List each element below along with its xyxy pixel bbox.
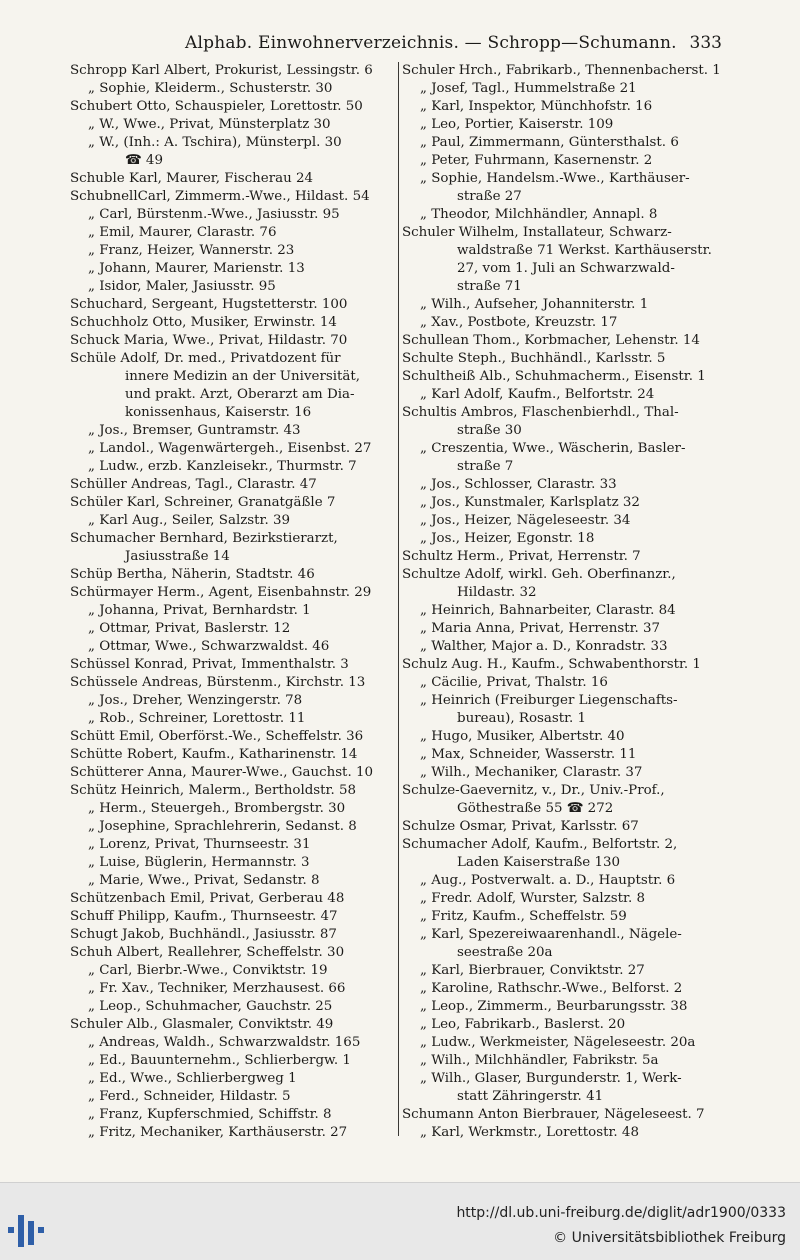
directory-entry: „ Wilh., Glaser, Burgunderstr. 1, Werk- xyxy=(420,1071,682,1086)
directory-entry: seestraße 20a xyxy=(457,945,553,960)
directory-entry: „ Peter, Fuhrmann, Kasernenstr. 2 xyxy=(420,153,653,168)
viewer-footer xyxy=(0,1182,800,1260)
directory-entry: „ Xav., Postbote, Kreuzstr. 17 xyxy=(420,315,618,330)
directory-entry: statt Zähringerstr. 41 xyxy=(457,1089,604,1104)
directory-entry: „ Josephine, Sprachlehrerin, Sedanst. 8 xyxy=(88,819,357,834)
directory-entry: „ W., Wwe., Privat, Münsterplatz 30 xyxy=(88,117,331,132)
directory-entry: Schumann Anton Bierbrauer, Nägeleseest. 7 xyxy=(402,1107,705,1122)
directory-entry: „ Rob., Schreiner, Lorettostr. 11 xyxy=(88,711,306,726)
directory-entry: „ Wilh., Aufseher, Johanniterstr. 1 xyxy=(420,297,649,312)
page-title: Alphab. Einwohnerverzeichnis. — Schropp—Schumann. xyxy=(185,33,677,53)
directory-entry: SchubnellCarl, Zimmerm.-Wwe., Hildast. 54 xyxy=(70,189,370,204)
directory-entry: Schüssele Andreas, Bürstenm., Kirchstr. 13 xyxy=(70,675,366,690)
directory-entry: konissenhaus, Kaiserstr. 16 xyxy=(125,405,312,420)
directory-entry: straße 71 xyxy=(457,279,522,294)
directory-entry: „ Aug., Postverwalt. a. D., Hauptstr. 6 xyxy=(420,873,676,888)
directory-entry: Jasiusstraße 14 xyxy=(125,549,230,564)
directory-entry: „ Jos., Heizer, Egonstr. 18 xyxy=(420,531,595,546)
directory-entry: „ Isidor, Maler, Jasiusstr. 95 xyxy=(88,279,276,294)
directory-entry: Schütz Heinrich, Malerm., Bertholdstr. 58 xyxy=(70,783,357,798)
directory-entry: „ Fritz, Mechaniker, Karthäuserstr. 27 xyxy=(88,1125,348,1140)
directory-entry: „ Hugo, Musiker, Albertstr. 40 xyxy=(420,729,625,744)
directory-entry: Hildastr. 32 xyxy=(457,585,537,600)
directory-entry: „ Wilh., Mechaniker, Clarastr. 37 xyxy=(420,765,643,780)
directory-entry: „ Karl Aug., Seiler, Salzstr. 39 xyxy=(88,513,291,528)
directory-entry: „ Leop., Zimmerm., Beurbarungsstr. 38 xyxy=(420,999,688,1014)
directory-entry: Schütte Robert, Kaufm., Katharinenstr. 14 xyxy=(70,747,358,762)
directory-entry: Schüler Karl, Schreiner, Granatgäßle 7 xyxy=(70,495,336,510)
directory-entry: „ Karl, Inspektor, Münchhofstr. 16 xyxy=(420,99,653,114)
directory-entry: bureau), Rosastr. 1 xyxy=(457,711,587,726)
directory-entry: Schuck Maria, Wwe., Privat, Hildastr. 70 xyxy=(70,333,348,348)
directory-entry: „ Maria Anna, Privat, Herrenstr. 37 xyxy=(420,621,661,636)
directory-entry: Schulze Osmar, Privat, Karlsstr. 67 xyxy=(402,819,639,834)
directory-entry: Schultis Ambros, Flaschenbierhdl., Thal- xyxy=(402,405,679,420)
column-divider xyxy=(398,62,399,1136)
directory-entry: „ Landol., Wagenwärtergeh., Eisenbst. 27 xyxy=(88,441,372,456)
directory-entry: Schulz Aug. H., Kaufm., Schwabenthorstr. 1 xyxy=(402,657,701,672)
directory-entry: „ Marie, Wwe., Privat, Sedanstr. 8 xyxy=(88,873,320,888)
directory-entry: Laden Kaiserstraße 130 xyxy=(457,855,621,870)
directory-entry: Schultz Herm., Privat, Herrenstr. 7 xyxy=(402,549,641,564)
right-column xyxy=(402,62,722,1142)
directory-entry: „ Sophie, Handelsm.-Wwe., Karthäuser- xyxy=(420,171,690,186)
directory-entry: straße 27 xyxy=(457,189,522,204)
directory-entry: „ Jos., Bremser, Guntramstr. 43 xyxy=(88,423,301,438)
directory-entry: „ Karoline, Rathschr.-Wwe., Belforst. 2 xyxy=(420,981,683,996)
directory-entry: „ Jos., Kunstmaler, Karlsplatz 32 xyxy=(420,495,640,510)
directory-entry: Schüssel Konrad, Privat, Immenthalstr. 3 xyxy=(70,657,349,672)
directory-entry: „ Heinrich (Freiburger Liegenschafts- xyxy=(420,693,678,708)
directory-entry: Schütterer Anna, Maurer-Wwe., Gauchst. 10 xyxy=(70,765,373,780)
directory-entry: innere Medizin an der Universität, xyxy=(125,369,361,384)
directory-entry: „ Walther, Major a. D., Konradstr. 33 xyxy=(420,639,668,654)
copyright-notice: © Universitätsbibliothek Freiburg xyxy=(553,1230,786,1246)
directory-entry: „ Max, Schneider, Wasserstr. 11 xyxy=(420,747,637,762)
directory-entry: Schropp Karl Albert, Prokurist, Lessingstr. 6 xyxy=(70,63,373,78)
directory-entry: Schumacher Bernhard, Bezirkstierarzt, xyxy=(70,531,338,546)
directory-entry: „ Jos., Schlosser, Clarastr. 33 xyxy=(420,477,617,492)
directory-entry: Schubert Otto, Schauspieler, Lorettostr. 50 xyxy=(70,99,363,114)
directory-entry: „ Ludw., erzb. Kanzleisekr., Thurmstr. 7 xyxy=(88,459,357,474)
directory-entry: und prakt. Arzt, Oberarzt am Dia- xyxy=(125,387,355,402)
directory-entry: Schulte Steph., Buchhändl., Karlsstr. 5 xyxy=(402,351,666,366)
directory-entry: Göthestraße 55 ☎ 272 xyxy=(457,801,614,816)
directory-entry: Schützenbach Emil, Privat, Gerberau 48 xyxy=(70,891,345,906)
directory-entry: „ Leo, Fabrikarb., Baslerst. 20 xyxy=(420,1017,626,1032)
directory-entry: „ Theodor, Milchhändler, Annapl. 8 xyxy=(420,207,658,222)
directory-entry: straße 30 xyxy=(457,423,522,438)
directory-entry: straße 7 xyxy=(457,459,514,474)
directory-entry: Schuh Albert, Reallehrer, Scheffelstr. 30 xyxy=(70,945,345,960)
directory-entry: „ Fredr. Adolf, Wurster, Salzstr. 8 xyxy=(420,891,645,906)
directory-entry: „ Ferd., Schneider, Hildastr. 5 xyxy=(88,1089,291,1104)
directory-entry: „ Ottmar, Privat, Baslerstr. 12 xyxy=(88,621,291,636)
directory-entry: „ Josef, Tagl., Hummelstraße 21 xyxy=(420,81,637,96)
directory-entry: Schuler Wilhelm, Installateur, Schwarz- xyxy=(402,225,672,240)
directory-entry: Schüp Bertha, Näherin, Stadtstr. 46 xyxy=(70,567,315,582)
directory-entry: „ Creszentia, Wwe., Wäscherin, Basler- xyxy=(420,441,686,456)
directory-entry: Schultheiß Alb., Schuhmacherm., Eisenstr. 1 xyxy=(402,369,706,384)
directory-entry: „ Leop., Schuhmacher, Gauchstr. 25 xyxy=(88,999,333,1014)
directory-entry: „ Andreas, Waldh., Schwarzwaldstr. 165 xyxy=(88,1035,361,1050)
directory-entry: „ Cäcilie, Privat, Thalstr. 16 xyxy=(420,675,608,690)
left-column xyxy=(70,62,395,1142)
directory-entry: „ Ottmar, Wwe., Schwarzwaldst. 46 xyxy=(88,639,330,654)
directory-entry: „ Karl, Werkmstr., Lorettostr. 48 xyxy=(420,1125,639,1140)
directory-entry: „ Fr. Xav., Techniker, Merzhausest. 66 xyxy=(88,981,346,996)
directory-entry: Schuff Philipp, Kaufm., Thurnseestr. 47 xyxy=(70,909,338,924)
directory-entry: „ Fritz, Kaufm., Scheffelstr. 59 xyxy=(420,909,627,924)
source-url-link[interactable]: http://dl.ub.uni-freiburg.de/diglit/adr1900/0333 xyxy=(456,1205,786,1221)
directory-entry: Schuchholz Otto, Musiker, Erwinstr. 14 xyxy=(70,315,337,330)
directory-entry: „ Sophie, Kleiderm., Schusterstr. 30 xyxy=(88,81,333,96)
directory-entry: Schütt Emil, Oberförst.-We., Scheffelstr. 36 xyxy=(70,729,364,744)
directory-entry: „ Lorenz, Privat, Thurnseestr. 31 xyxy=(88,837,311,852)
university-logo-icon xyxy=(6,1211,48,1251)
directory-entry: Schuchard, Sergeant, Hugstetterstr. 100 xyxy=(70,297,348,312)
directory-entry: „ Luise, Büglerin, Hermannstr. 3 xyxy=(88,855,310,870)
directory-entry: „ Carl, Bierbr.-Wwe., Conviktstr. 19 xyxy=(88,963,328,978)
directory-entry: „ Wilh., Milchhändler, Fabrikstr. 5a xyxy=(420,1053,659,1068)
directory-entry: 27, vom 1. Juli an Schwarzwald- xyxy=(457,261,675,276)
directory-entry: „ Jos., Heizer, Nägeleseestr. 34 xyxy=(420,513,631,528)
directory-entry: „ Paul, Zimmermann, Güntersthalst. 6 xyxy=(420,135,679,150)
directory-entry: Schumacher Adolf, Kaufm., Belfortstr. 2, xyxy=(402,837,678,852)
directory-entry: ☎ 49 xyxy=(125,153,163,168)
directory-entry: Schüller Andreas, Tagl., Clarastr. 47 xyxy=(70,477,317,492)
directory-entry: „ Ludw., Werkmeister, Nägeleseestr. 20a xyxy=(420,1035,696,1050)
directory-entry: „ Karl, Bierbrauer, Conviktstr. 27 xyxy=(420,963,645,978)
page-header xyxy=(70,33,722,57)
directory-entry: „ Heinrich, Bahnarbeiter, Clarastr. 84 xyxy=(420,603,676,618)
directory-entry: „ W., (Inh.: A. Tschira), Münsterpl. 30 xyxy=(88,135,342,150)
directory-entry: „ Karl Adolf, Kaufm., Belfortstr. 24 xyxy=(420,387,655,402)
directory-entry: „ Leo, Portier, Kaiserstr. 109 xyxy=(420,117,614,132)
directory-entry: Schugt Jakob, Buchhändl., Jasiusstr. 87 xyxy=(70,927,337,942)
directory-entry: Schuler Alb., Glasmaler, Conviktstr. 49 xyxy=(70,1017,334,1032)
directory-entry: „ Herm., Steuergeh., Brombergstr. 30 xyxy=(88,801,346,816)
directory-entry: Schüle Adolf, Dr. med., Privatdozent für xyxy=(70,351,341,366)
directory-entry: „ Franz, Heizer, Wannerstr. 23 xyxy=(88,243,295,258)
directory-entry: „ Ed., Wwe., Schlierbergweg 1 xyxy=(88,1071,297,1086)
directory-entry: „ Johanna, Privat, Bernhardstr. 1 xyxy=(88,603,311,618)
directory-entry: „ Carl, Bürstenm.-Wwe., Jasiusstr. 95 xyxy=(88,207,340,222)
directory-entry: „ Jos., Dreher, Wenzingerstr. 78 xyxy=(88,693,303,708)
page-number: 333 xyxy=(689,33,722,53)
directory-entry: „ Ed., Bauunternehm., Schlierbergw. 1 xyxy=(88,1053,351,1068)
directory-entry: Schuble Karl, Maurer, Fischerau 24 xyxy=(70,171,314,186)
directory-entry: Schulze-Gaevernitz, v., Dr., Univ.-Prof., xyxy=(402,783,665,798)
directory-entry: „ Emil, Maurer, Clarastr. 76 xyxy=(88,225,277,240)
directory-entry: Schürmayer Herm., Agent, Eisenbahnstr. 29 xyxy=(70,585,372,600)
directory-entry: „ Karl, Spezereiwaarenhandl., Nägele- xyxy=(420,927,682,942)
directory-entry: Schuler Hrch., Fabrikarb., Thennenbacherst. 1 xyxy=(402,63,721,78)
directory-entry: Schullean Thom., Korbmacher, Lehenstr. 14 xyxy=(402,333,700,348)
directory-entry: „ Johann, Maurer, Marienstr. 13 xyxy=(88,261,305,276)
directory-entry: waldstraße 71 Werkst. Karthäuserstr. xyxy=(457,243,712,258)
directory-entry: „ Franz, Kupferschmied, Schiffstr. 8 xyxy=(88,1107,332,1122)
directory-entry: Schultze Adolf, wirkl. Geh. Oberfinanzr., xyxy=(402,567,676,582)
